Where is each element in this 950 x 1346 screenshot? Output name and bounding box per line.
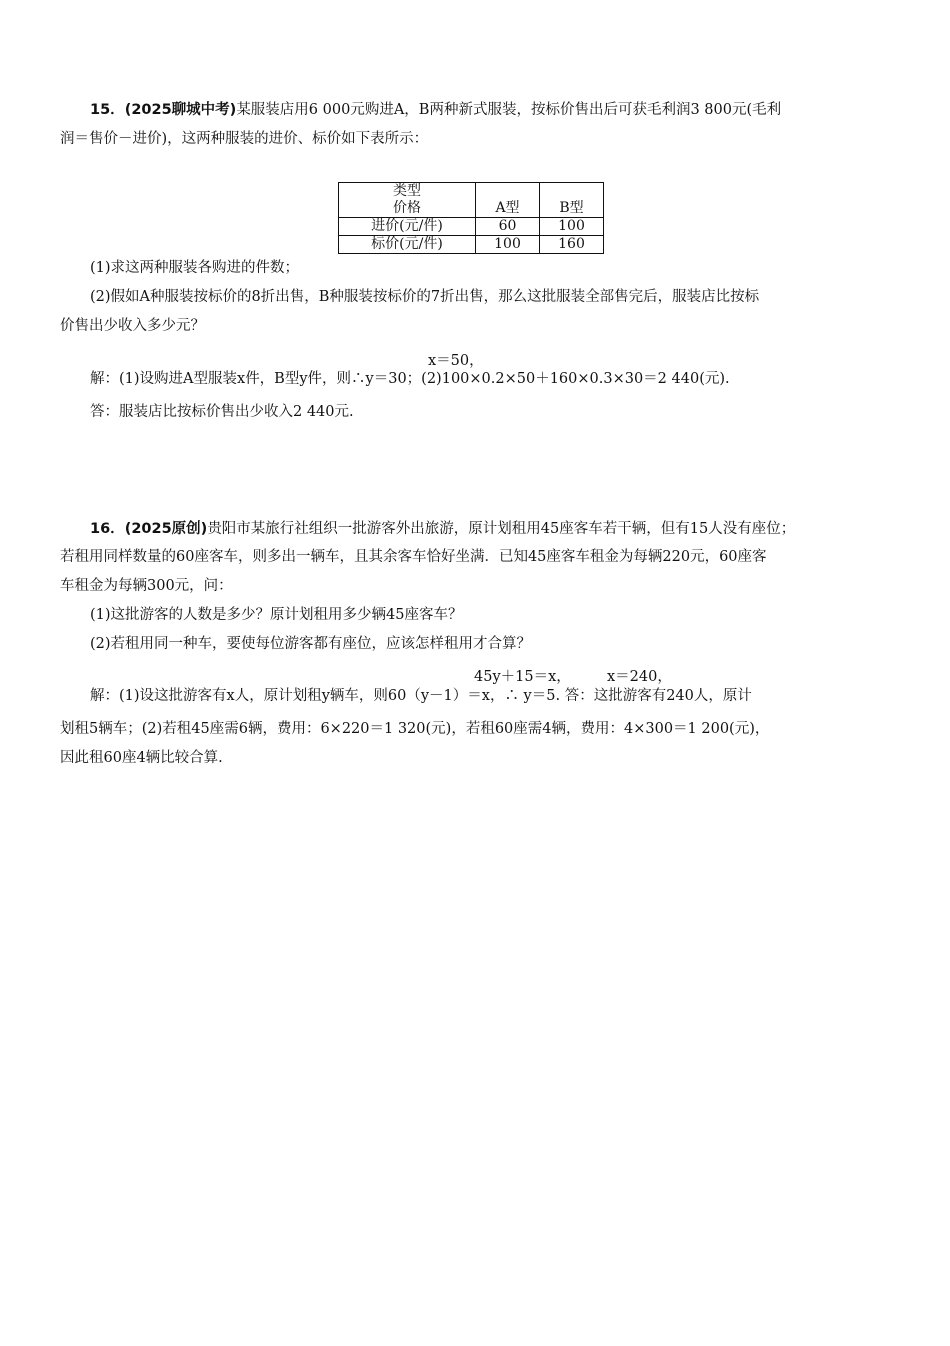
q16-solution-system-top-left: 45y＋15＝x， (474, 669, 571, 685)
q16-solution-line-3: 因此租60座4辆比较合算. (60, 750, 223, 766)
row-b-value: 100 (540, 218, 604, 236)
row-a-value: 100 (476, 236, 540, 254)
q15-solution: 解：(1)设购进A型服装x件，B型y件，则∴y＝30；(2)100×0.2×50＋160×0.3×30＝2 440(元). (90, 371, 730, 387)
q16-solution-line-1: 解：(1)设这批游客有x人，原计划租y辆车，则60（y－1）＝x，∴ y＝5. 答：这批游客有240人，原计 (90, 688, 752, 704)
price-table (338, 182, 604, 254)
q16-solution-line-2: 划租5辆车；(2)若租45座需6辆，费用：6×220＝1 320(元)，若租60座需4辆，费用：4×300＝1 200(元)， (60, 721, 770, 737)
q15-answer: 答：服装店比按标价售出少收入2 440元. (90, 404, 354, 420)
q16-text-3: 车租金为每辆300元，问： (60, 578, 233, 594)
q15-text-2: 润＝售价－进价)，这两种服装的进价、标价如下表所示： (60, 131, 429, 147)
header-price: 价格 (339, 200, 476, 218)
table-header-row-top (339, 183, 604, 201)
header-type: 类型 (339, 183, 476, 201)
q15-line-1 (90, 100, 781, 120)
row-label: 标价(元/件) (339, 236, 476, 254)
table-header-row-bottom (339, 200, 604, 218)
table-row (339, 218, 604, 236)
q16-number: 16． (90, 521, 125, 537)
q15-part-2-line-2: 价售出少收入多少元？ (60, 318, 205, 334)
q15-source: (2025聊城中考) (124, 102, 237, 118)
header-empty-a (476, 183, 540, 201)
row-a-value: 60 (476, 218, 540, 236)
q15-part-2-line-1: (2)假如A种服装按标价的8折出售，B种服装按标价的7折出售，那么这批服装全部售完后，服装店比按标 (90, 289, 760, 305)
q15-solution-system-top: x＝50， (428, 353, 484, 369)
q16-source: (2025原创) (124, 521, 208, 537)
q15-number: 15． (90, 102, 125, 118)
header-col-a: A型 (476, 200, 540, 218)
q16-solution-system-top-right: x＝240， (607, 669, 672, 685)
row-b-value: 160 (540, 236, 604, 254)
row-label: 进价(元/件) (339, 218, 476, 236)
header-empty-b (540, 183, 604, 201)
header-col-b: B型 (540, 200, 604, 218)
table-row (339, 236, 604, 254)
q16-part-2: (2)若租用同一种车，要使每位游客都有座位，应该怎样租用才合算？ (90, 636, 532, 652)
q16-text-1: 贵阳市某旅行社组织一批游客外出旅游，原计划租用45座客车若干辆，但有15人没有座位； (207, 521, 796, 537)
q16-line-1 (90, 519, 795, 539)
q16-part-1: (1)这批游客的人数是多少？原计划租用多少辆45座客车？ (90, 607, 463, 623)
q15-part-1: (1)求这两种服装各购进的件数； (90, 260, 300, 276)
q15-text-1: 某服装店用6 000元购进A，B两种新式服装，按标价售出后可获毛利润3 800元(毛利 (236, 102, 782, 118)
q16-text-2: 若租用同样数量的60座客车，则多出一辆车，且其余客车恰好坐满．已知45座客车租金为每辆220元，60座客 (60, 549, 767, 565)
